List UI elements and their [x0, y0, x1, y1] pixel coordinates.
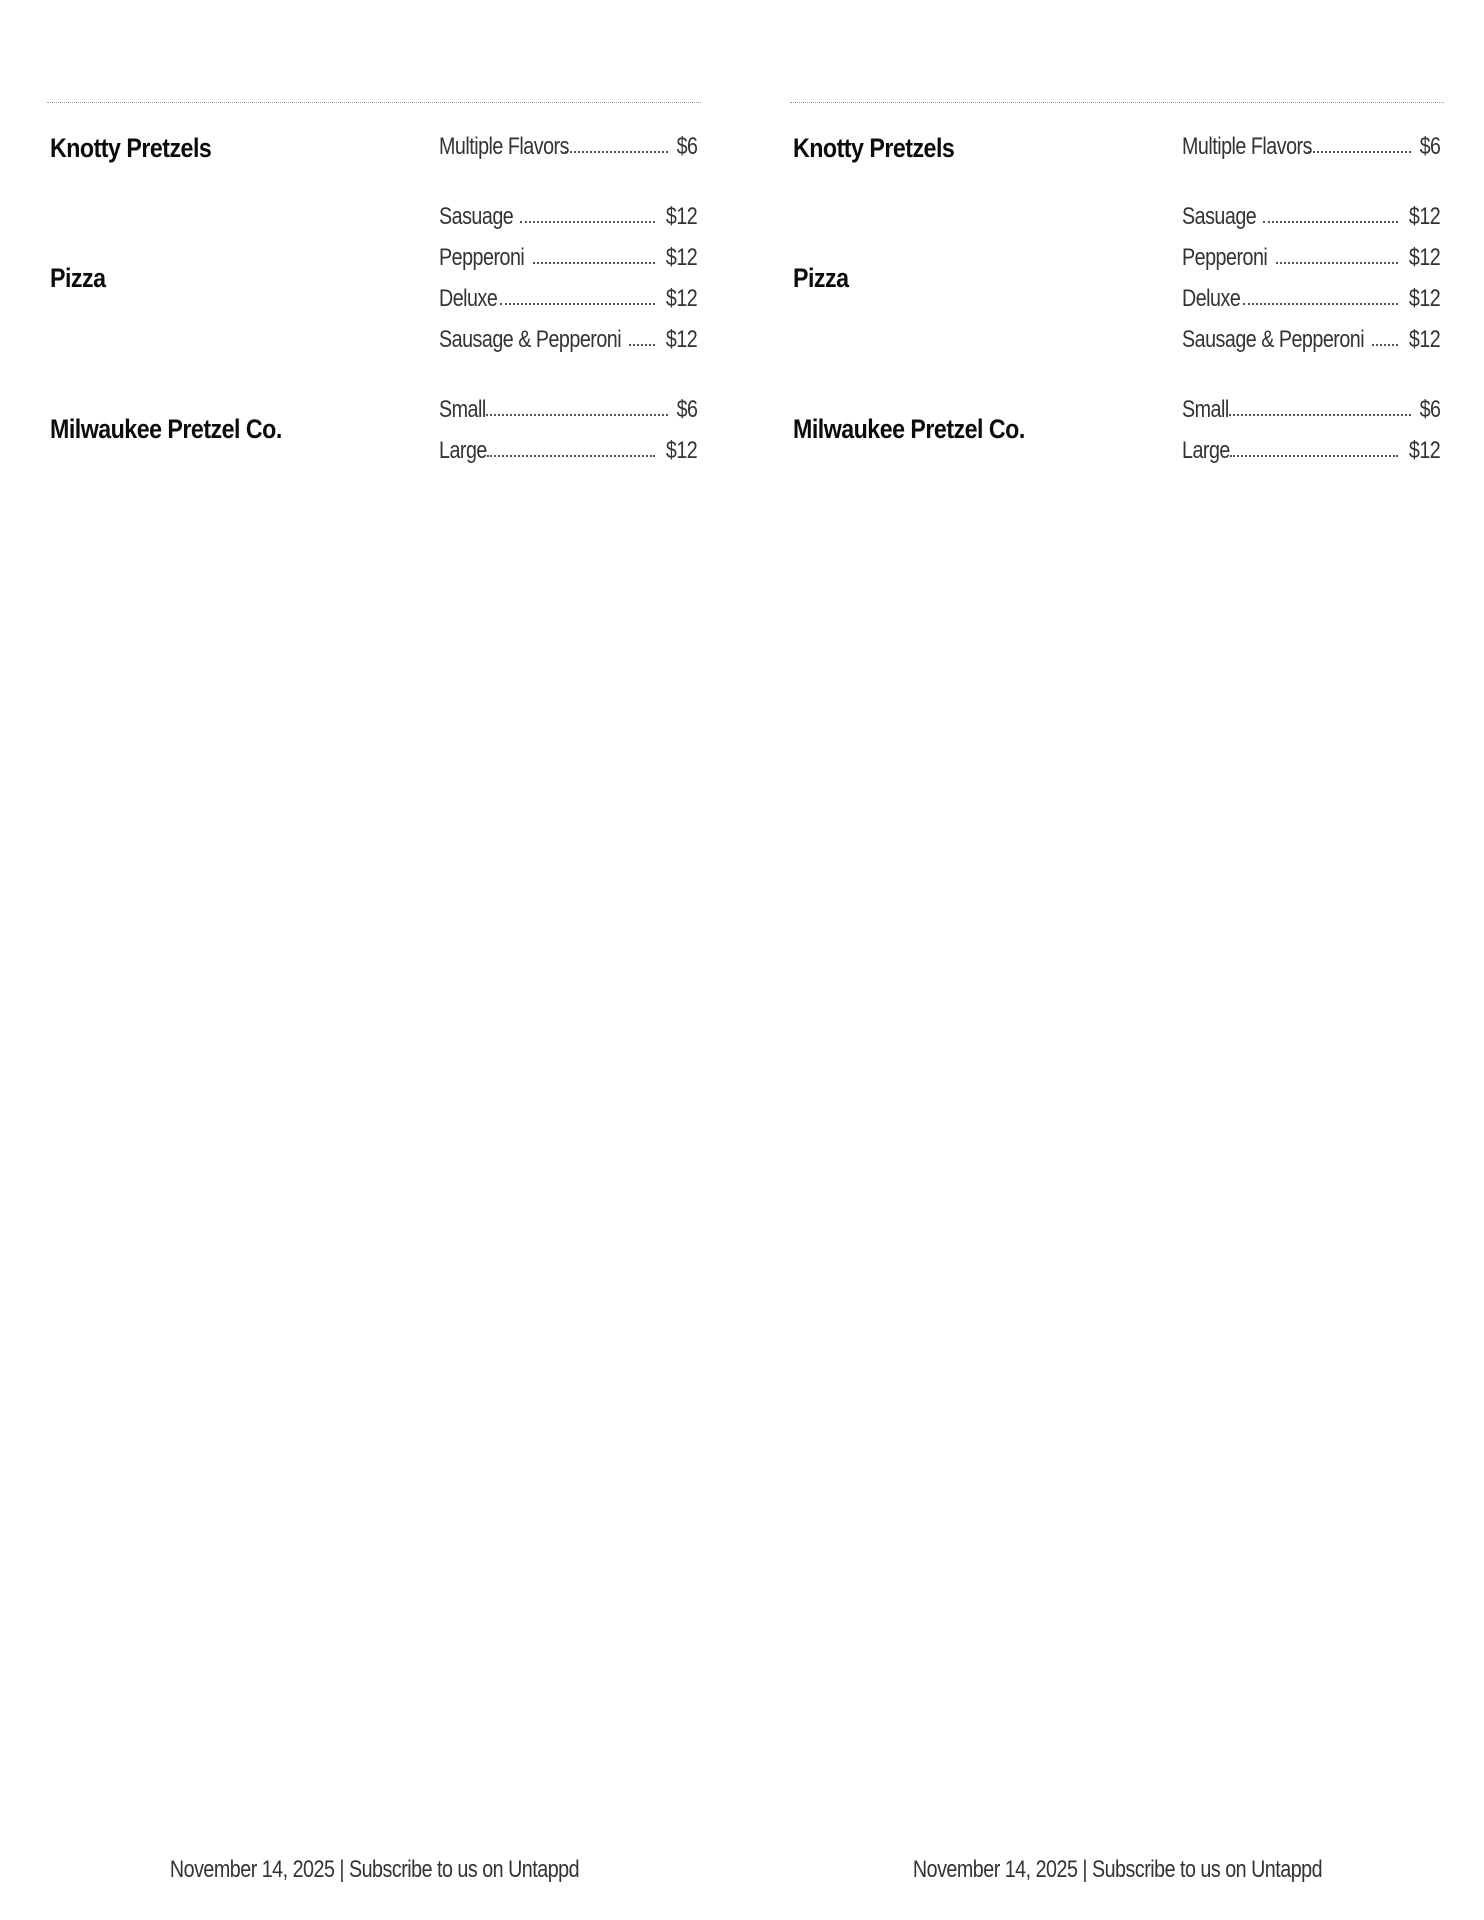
menu-item: [1182, 278, 1440, 319]
item-price: $12: [665, 243, 697, 271]
dot-leader: [520, 221, 655, 223]
dot-leader: [486, 414, 667, 416]
section-title: Pizza: [50, 263, 106, 293]
section-title: Milwaukee Pretzel Co.: [50, 414, 282, 444]
menu-item: [439, 389, 697, 430]
menu-panel-left: [47, 0, 701, 1920]
item-name: Pepperoni: [1182, 243, 1268, 271]
item-price: $12: [1408, 202, 1440, 230]
item-price: $6: [1419, 132, 1440, 160]
section-title: Pizza: [793, 263, 849, 293]
dot-leader: [487, 455, 654, 457]
item-name: Sausage & Pepperoni: [439, 325, 622, 353]
item-price: $12: [1408, 325, 1440, 353]
item-name: Sasuage: [439, 202, 514, 230]
dotted-divider: [47, 102, 701, 103]
dot-leader: [1276, 262, 1398, 264]
item-price: $6: [1419, 395, 1440, 423]
menu-item: [1182, 196, 1440, 237]
dot-leader: [1243, 303, 1398, 305]
menu-item: [1182, 430, 1440, 471]
menu-item: [439, 319, 697, 360]
item-list: [1182, 126, 1440, 167]
item-price: $12: [665, 202, 697, 230]
item-name: Sasuage: [1182, 202, 1257, 230]
item-list: [439, 389, 697, 471]
item-list: [1182, 196, 1440, 360]
dot-leader: [1229, 414, 1410, 416]
dotted-divider: [790, 102, 1444, 103]
footer-note: [47, 1856, 701, 1884]
item-price: $12: [665, 436, 697, 464]
item-name: Multiple Flavors: [1182, 132, 1312, 160]
item-name: Large: [1182, 436, 1230, 464]
menu-item: [439, 278, 697, 319]
dot-leader: [565, 151, 667, 153]
dot-leader: [1230, 455, 1397, 457]
item-name: Sausage & Pepperoni: [1182, 325, 1365, 353]
menu-item: [1182, 319, 1440, 360]
menu-item: [439, 430, 697, 471]
item-name: Pepperoni: [439, 243, 525, 271]
item-price: $12: [665, 284, 697, 312]
item-name: Small: [1182, 395, 1229, 423]
item-list: [439, 196, 697, 360]
item-list: [439, 126, 697, 167]
dot-leader: [1263, 221, 1398, 223]
item-price: $12: [1408, 243, 1440, 271]
item-name: Small: [439, 395, 486, 423]
item-name: Multiple Flavors: [439, 132, 569, 160]
menu-panel-right: [790, 0, 1444, 1920]
item-name: Deluxe: [1182, 284, 1241, 312]
footer-text: November 14, 2025 | Subscribe to us on Untappd: [912, 1856, 1322, 1883]
item-price: $6: [676, 132, 697, 160]
item-name: Deluxe: [439, 284, 498, 312]
item-price: $12: [1408, 436, 1440, 464]
dot-leader: [1372, 344, 1398, 346]
footer-text: November 14, 2025 | Subscribe to us on Untappd: [169, 1856, 579, 1883]
dot-leader: [1308, 151, 1410, 153]
menu-item: [439, 126, 697, 167]
section-title: Knotty Pretzels: [50, 133, 212, 163]
menu-item: [439, 196, 697, 237]
dot-leader: [500, 303, 655, 305]
item-name: Large: [439, 436, 487, 464]
menu-item: [1182, 237, 1440, 278]
menu-item: [1182, 389, 1440, 430]
item-list: [1182, 389, 1440, 471]
section-title: Milwaukee Pretzel Co.: [793, 414, 1025, 444]
menu-item: [439, 237, 697, 278]
dot-leader: [629, 344, 655, 346]
item-price: $6: [676, 395, 697, 423]
section-title: Knotty Pretzels: [793, 133, 955, 163]
menu-item: [1182, 126, 1440, 167]
footer-note: [790, 1856, 1444, 1884]
dot-leader: [533, 262, 655, 264]
item-price: $12: [1408, 284, 1440, 312]
item-price: $12: [665, 325, 697, 353]
